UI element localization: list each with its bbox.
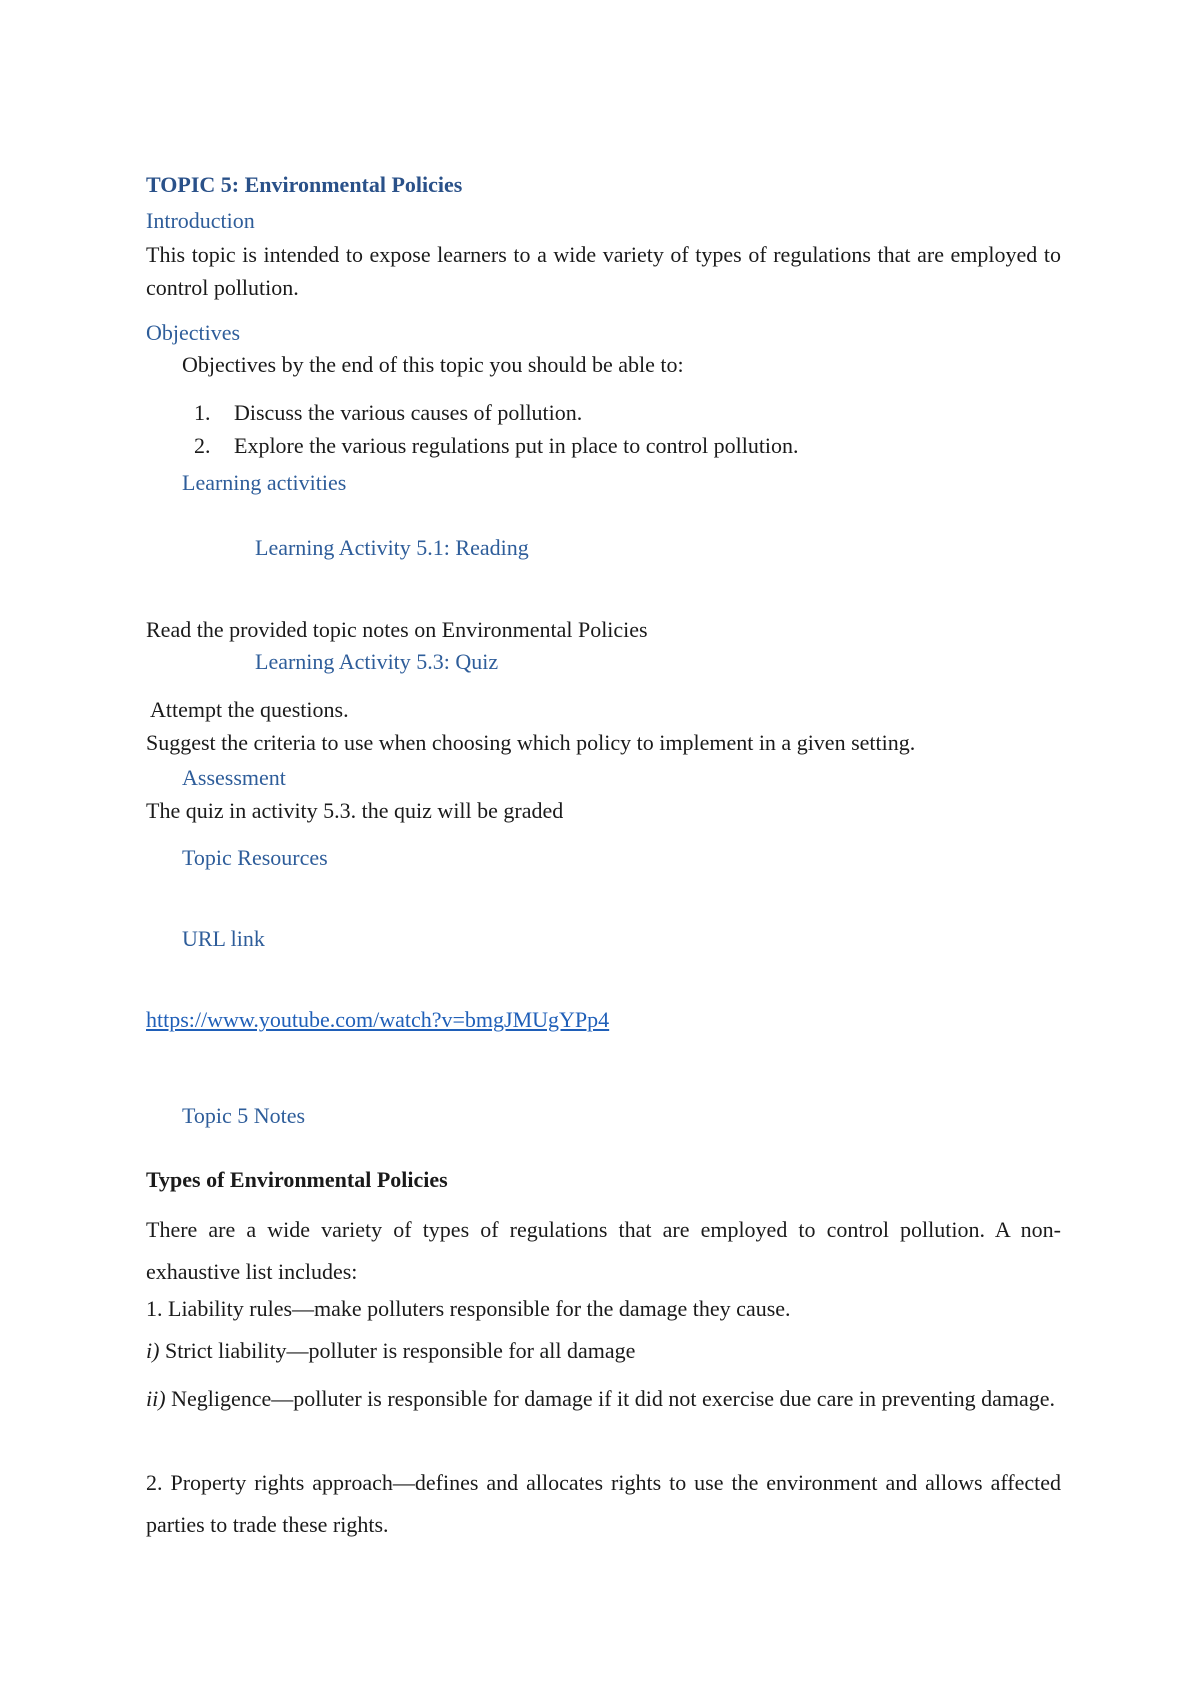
topic-resources-heading: Topic Resources xyxy=(182,845,328,870)
list-marker: i) xyxy=(146,1338,160,1363)
list-item-liability-rules: 1. Liability rules—make polluters responsible for the damage they cause. xyxy=(146,1296,791,1321)
types-heading: Types of Environmental Policies xyxy=(146,1167,448,1192)
activity-reading-text: Read the provided topic notes on Environmental Policies xyxy=(146,617,648,642)
page-title: TOPIC 5: Environmental Policies xyxy=(146,172,463,197)
objective-number: 2. xyxy=(194,433,211,458)
list-text: Strict liability—polluter is responsible for all damage xyxy=(159,1338,636,1363)
list-item-strict-liability xyxy=(146,1336,635,1366)
activity-quiz-heading: Learning Activity 5.3: Quiz xyxy=(255,649,499,674)
introduction-heading: Introduction xyxy=(146,208,255,233)
list-marker: ii) xyxy=(146,1386,166,1411)
types-intro: There are a wide variety of types of regulations that are employed to control pollution. A non-exhaustive list includes: xyxy=(146,1217,1061,1284)
objective-text: Discuss the various causes of pollution. xyxy=(234,400,583,425)
url-link-heading: URL link xyxy=(182,926,265,951)
objectives-lead: Objectives by the end of this topic you should be able to: xyxy=(182,352,684,377)
assessment-heading: Assessment xyxy=(182,765,286,790)
objective-number: 1. xyxy=(194,400,211,425)
objectives-heading: Objectives xyxy=(146,320,241,345)
assessment-text: The quiz in activity 5.3. the quiz will be graded xyxy=(146,798,564,823)
list-item-property-rights: 2. Property rights approach—defines and allocates rights to use the environment and allows affected parties to trade these rights. xyxy=(146,1470,1061,1537)
youtube-link[interactable]: https://www.youtube.com/watch?v=bmgJMUgYPp4 xyxy=(146,1007,610,1032)
activity-reading-heading: Learning Activity 5.1: Reading xyxy=(255,535,529,560)
objective-item-1 xyxy=(194,398,582,428)
topic-notes-heading: Topic 5 Notes xyxy=(182,1103,306,1128)
list-item-negligence xyxy=(146,1378,1061,1420)
learning-activities-heading: Learning activities xyxy=(182,470,347,495)
activity-quiz-text-1: Attempt the questions. xyxy=(150,697,349,722)
introduction-text: This topic is intended to expose learners to a wide variety of types of regulations that are employed to control pollution. xyxy=(146,242,1061,300)
objective-text: Explore the various regulations put in place to control pollution. xyxy=(234,433,799,458)
objective-item-2 xyxy=(194,431,799,461)
activity-quiz-text-2: Suggest the criteria to use when choosing which policy to implement in a given setting. xyxy=(146,730,916,755)
list-text: Negligence—polluter is responsible for damage if it did not exercise due care in preventing damage. xyxy=(165,1386,1056,1411)
